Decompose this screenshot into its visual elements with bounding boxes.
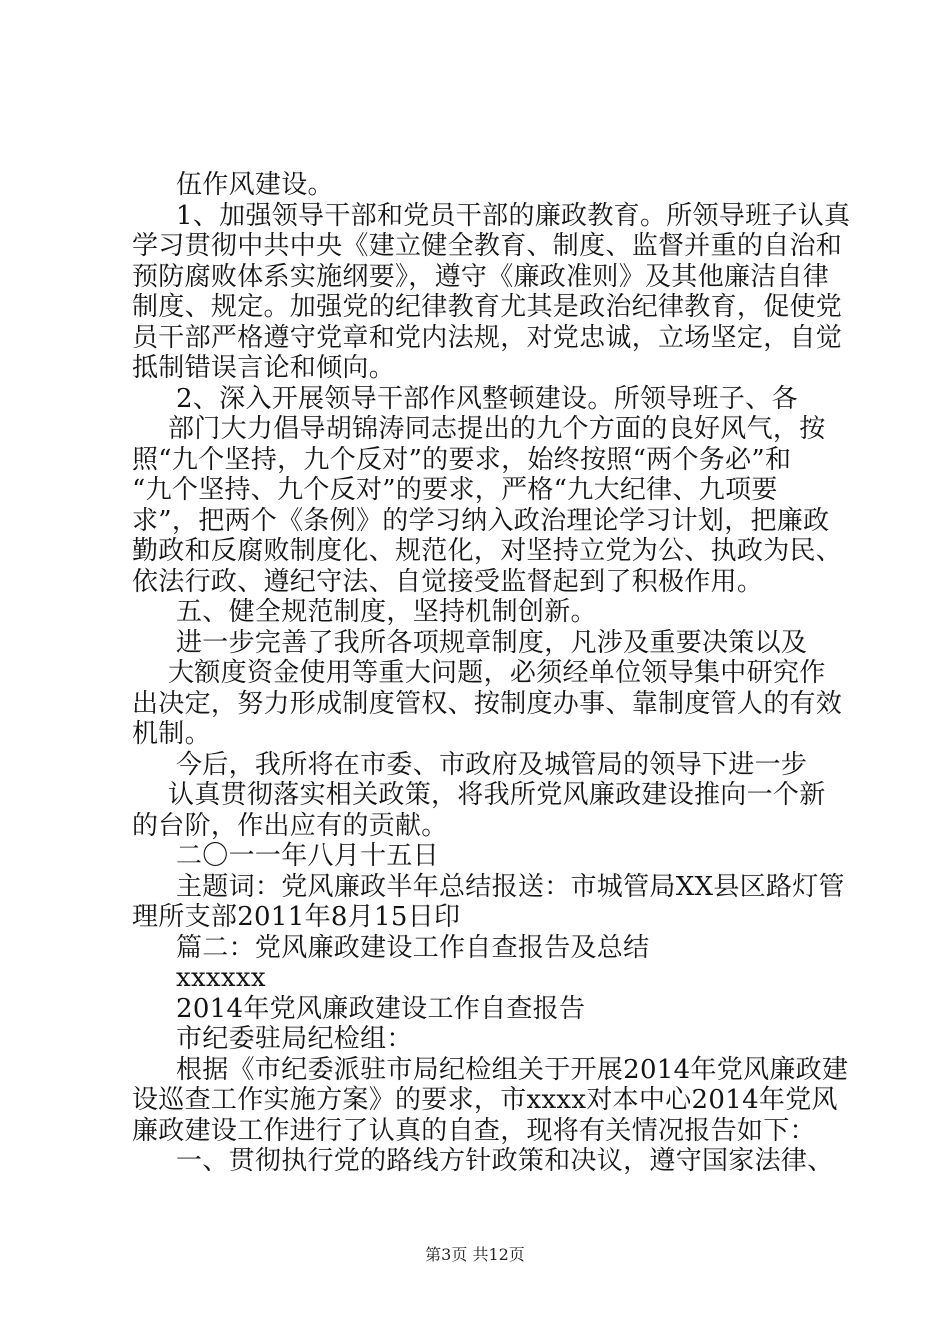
addressee-line: 市纪委驻局纪检组： xyxy=(176,1024,413,1054)
text-line: 设巡查工作实施方案》的要求，市xxxx对本中心2014年党风 xyxy=(132,1085,838,1115)
section-heading: 篇二：党风廉政建设工作自查报告及总结 xyxy=(176,932,650,963)
document-body xyxy=(132,170,851,1177)
text-line: xxxxxx xyxy=(176,963,266,993)
text-line: 伍作风建设。 xyxy=(176,170,334,200)
text-line: 制度、规定。加强党的纪律教育尤其是政治纪律教育，促使党 xyxy=(132,292,843,322)
text-line: 学习贯彻中共中央《建立健全教育、制度、监督并重的自治和 xyxy=(132,231,843,261)
text-line: 依法行政、遵纪守法、自觉接受监督起到了积极作用。 xyxy=(132,566,764,597)
section-heading: 五、健全规范制度，坚持机制创新。 xyxy=(176,597,597,627)
text-line: 照“九个坚持，九个反对”的要求，始终按照“两个务必”和 xyxy=(132,444,792,475)
text-line: “九个坚持、九个反对”的要求，严格“九大纪律、九项要 xyxy=(132,475,778,505)
text-line: 机制。 xyxy=(132,719,211,749)
report-title: 2014年党风廉政建设工作自查报告 xyxy=(176,993,586,1024)
text-line: 大额度资金使用等重大问题，必须经单位领导集中研究作 xyxy=(168,658,826,688)
text-line: 根据《市纪委派驻市局纪检组关于开展2014年党风廉政建 xyxy=(176,1054,849,1085)
text-line: 出决定，努力形成制度管权、按制度办事、靠制度管人的有效 xyxy=(132,688,843,719)
text-line: 理所支部2011年8月15日印 xyxy=(132,902,461,932)
text-line: 的台阶，作出应有的贡献。 xyxy=(132,810,448,841)
text-line: 预防腐败体系实施纲要》，遵守《廉政准则》及其他廉洁自律 xyxy=(132,261,830,292)
text-line: 廉政建设工作进行了认真的自查，现将有关情况报告如下： xyxy=(132,1115,816,1146)
text-line: 抵制错误言论和倾向。 xyxy=(132,353,396,383)
text-line: 部门大力倡导胡锦涛同志提出的九个方面的良好风气，按 xyxy=(168,414,826,444)
page-number-footer: 第3页 共12页 xyxy=(425,1245,525,1264)
text-line: 主题词：党风廉政半年总结报送：市城管局XX县区路灯管 xyxy=(176,871,845,902)
text-line: 求”，把两个《条例》的学习纳入政治理论学习计划，把廉政 xyxy=(132,505,830,536)
section-heading: 一、贯彻执行党的路线方针政策和决议，遵守国家法律、 xyxy=(176,1146,834,1176)
text-line: 2、深入开展领导干部作风整顿建设。所领导班子、各 xyxy=(176,383,798,414)
date-line: 二〇一一年八月十五日 xyxy=(176,841,440,871)
text-line: 1、加强领导干部和党员干部的廉政教育。所领导班子认真 xyxy=(176,200,851,231)
text-line: 认真贯彻落实相关政策，将我所党风廉政建设推向一个新 xyxy=(168,780,826,810)
text-line: 进一步完善了我所各项规章制度，凡涉及重要决策以及 xyxy=(176,627,808,658)
text-line: 今后，我所将在市委、市政府及城管局的领导下进一步 xyxy=(176,749,808,780)
text-line: 员干部严格遵守党章和党内法规，对党忠诚，立场坚定，自觉 xyxy=(132,322,843,353)
text-line: 勤政和反腐败制度化、规范化，对坚持立党为公、执政为民、 xyxy=(132,536,843,566)
